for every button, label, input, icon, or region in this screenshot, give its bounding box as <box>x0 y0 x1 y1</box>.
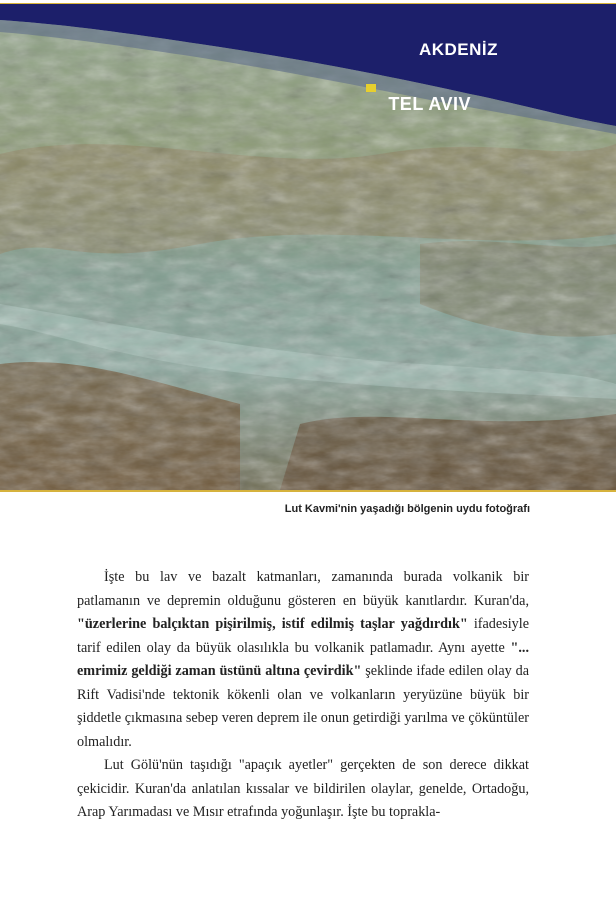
article-body <box>77 566 529 825</box>
p1-text-3: şeklinde ifade edilen olay da Rift Vadisi'nde tektonik kökenli olan ve volkanların yeryüzüne büyük bir şiddetle çıkmasına sebep veren deprem ile onun getirdiği yarılma ve çöküntüler olmalıdır. <box>77 663 529 750</box>
p1-text-2: ifadesiyle tarif edilen olay da büyük olasılıkla bu volkanik patlamadır. Aynı ayette <box>77 616 529 656</box>
figure-caption: Lut Kavmi'nin yaşadığı bölgenin uydu fotoğrafı <box>284 503 530 515</box>
city-marker <box>366 84 376 92</box>
p1-text-1: İşte bu lav ve bazalt katmanları, zamanında burada volkanik bir patlamanın ve depremin olduğunu gösteren en büyük kanıtlardır. Kuran'da, <box>77 569 529 609</box>
paragraph-1 <box>77 566 529 754</box>
satellite-image <box>0 4 616 490</box>
satellite-photo <box>0 3 616 492</box>
label-tel-aviv: TEL AVIV <box>388 94 471 114</box>
p1-quote-1: "üzerlerine balçıktan pişirilmiş, istif edilmiş taşlar yağdırdık" <box>77 616 468 632</box>
p1-quote-2: "... emrimiz geldiği zaman üstünü altına çevirdik" <box>77 639 529 679</box>
paragraph-2: Lut Gölü'nün taşıdığı "apaçık ayetler" gerçekten de son derece dikkat çekicidir. Kuran'da anlatılan kıssalar ve bildirilen olaylar, genelde, Ortadoğu, Arap Yarımadası ve Mısır etrafında yoğunlaşır. İşte bu toprakla- <box>77 757 529 820</box>
label-akdeniz: AKDENİZ <box>418 40 498 59</box>
